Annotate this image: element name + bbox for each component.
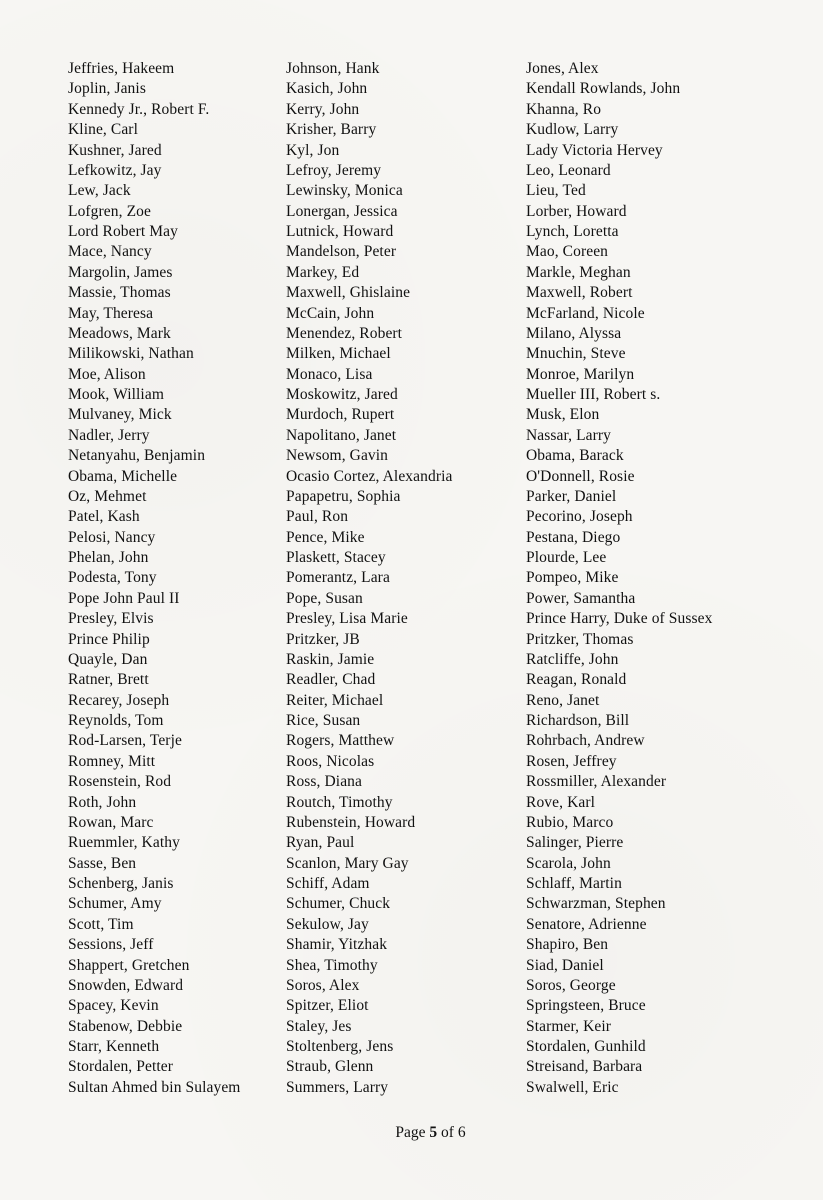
list-item: Lefkowitz, Jay [68, 161, 162, 179]
list-item: Soros, Alex [286, 976, 360, 994]
list-item: Stordalen, Petter [68, 1058, 174, 1076]
list-item: Massie, Thomas [68, 284, 171, 302]
list-item: Leo, Leonard [526, 161, 611, 179]
list-item: May, Theresa [68, 304, 154, 322]
list-item: Lutnick, Howard [286, 223, 394, 240]
list-item: Spitzer, Eliot [286, 997, 369, 1015]
list-item: Sultan Ahmed bin Sulayem [68, 1078, 241, 1096]
list-item: Pompeo, Mike [526, 569, 619, 587]
list-item: Markey, Ed [286, 263, 360, 281]
list-item: Ross, Diana [286, 773, 363, 791]
list-item: Kendall Rowlands, John [526, 80, 681, 98]
list-item: Lady Victoria Hervey [526, 141, 663, 159]
list-item: Shamir, Yitzhak [286, 936, 388, 954]
list-item: Reno, Janet [526, 691, 600, 709]
list-item: Schlaff, Martin [526, 875, 622, 892]
list-item: Rod-Larsen, Terje [68, 732, 182, 750]
list-item: Rubio, Marco [526, 813, 614, 831]
list-item: Pomerantz, Lara [286, 569, 390, 587]
list-item: Richardson, Bill [526, 712, 630, 729]
list-item: Kushner, Jared [68, 141, 162, 159]
list-item: Mandelson, Peter [286, 243, 397, 261]
list-item: Lord Robert May [68, 223, 178, 240]
list-item: Obama, Barack [526, 447, 624, 465]
list-item: Sasse, Ben [68, 854, 137, 872]
list-item: Pope John Paul II [68, 589, 180, 607]
list-item: Staley, Jes [286, 1017, 352, 1035]
list-item: Quayle, Dan [68, 650, 148, 668]
list-item: Khanna, Ro [526, 100, 602, 118]
list-item: Sessions, Jeff [68, 936, 154, 954]
list-item: Rowan, Marc [68, 813, 154, 831]
list-item: Roos, Nicolas [286, 752, 375, 770]
list-item: Stordalen, Gunhild [526, 1038, 646, 1055]
list-item: Parker, Daniel [526, 487, 617, 505]
list-item: Milken, Michael [286, 345, 391, 363]
list-item: Lewinsky, Monica [286, 182, 403, 200]
list-item: Moe, Alison [68, 365, 146, 383]
list-item: Rohrbach, Andrew [526, 732, 645, 750]
list-item: Roth, John [68, 793, 137, 811]
list-item: Mulvaney, Mick [68, 406, 172, 424]
list-item: Starmer, Keir [526, 1017, 612, 1035]
list-item: Presley, Lisa Marie [286, 610, 408, 628]
list-item: Lew, Jack [68, 182, 131, 200]
list-item: Mao, Coreen [526, 243, 609, 261]
list-item: Musk, Elon [526, 406, 600, 424]
list-item: Kudlow, Larry [526, 121, 619, 139]
list-item: McFarland, Nicole [526, 304, 645, 322]
list-item: Maxwell, Ghislaine [286, 284, 411, 302]
list-item: Summers, Larry [286, 1078, 389, 1096]
list-item: McCain, John [286, 304, 375, 322]
name-column-2 [286, 59, 452, 1098]
list-item: Reynolds, Tom [68, 712, 164, 729]
list-item: Jeffries, Hakeem [68, 60, 175, 77]
list-item: Springsteen, Bruce [526, 997, 646, 1015]
list-item: Shea, Timothy [286, 956, 378, 974]
list-item: Ryan, Paul [286, 834, 355, 852]
list-item: Moskowitz, Jared [286, 386, 398, 403]
list-item: Lorber, Howard [526, 202, 627, 220]
list-item: Rove, Karl [526, 793, 596, 811]
list-item: Schiff, Adam [286, 875, 370, 892]
list-item: Shapiro, Ben [526, 936, 609, 954]
list-item: Kline, Carl [68, 121, 138, 139]
list-item: Ocasio Cortez, Alexandria [286, 467, 453, 485]
list-item: Newsom, Gavin [286, 447, 389, 465]
list-item: Nadler, Jerry [68, 426, 150, 444]
list-item: Senatore, Adrienne [526, 915, 647, 933]
list-item: Pence, Mike [286, 528, 365, 546]
list-item: Kasich, John [286, 80, 368, 98]
list-item: Rice, Susan [286, 712, 361, 729]
list-item: Pestana, Diego [526, 528, 621, 546]
list-item: Soros, George [526, 976, 616, 994]
name-column-1 [68, 59, 240, 1098]
list-item: Meadows, Mark [68, 324, 171, 342]
list-item: Joplin, Janis [68, 80, 146, 98]
list-item: Patel, Kash [68, 508, 140, 526]
list-item: Lefroy, Jeremy [286, 161, 382, 179]
list-item: Prince Harry, Duke of Sussex [526, 610, 713, 628]
list-item: Napolitano, Janet [286, 426, 397, 444]
list-item: Readler, Chad [286, 671, 376, 689]
page-separator: of [441, 1124, 454, 1141]
list-item: Papapetru, Sophia [286, 487, 401, 505]
list-item: Kennedy Jr., Robert F. [68, 100, 210, 118]
list-item: Podesta, Tony [68, 569, 157, 587]
list-item: Monaco, Lisa [286, 365, 373, 383]
list-item: Snowden, Edward [68, 976, 184, 994]
list-item: Obama, Michelle [68, 467, 178, 485]
list-item: Salinger, Pierre [526, 834, 624, 852]
list-item: Schumer, Chuck [286, 895, 391, 913]
page-footer [0, 1124, 823, 1142]
list-item: Netanyahu, Benjamin [68, 447, 206, 465]
list-item: Reagan, Ronald [526, 671, 627, 689]
list-item: Mook, William [68, 386, 164, 403]
name-column-3 [526, 59, 712, 1098]
list-item: Mnuchin, Steve [526, 345, 626, 363]
list-item: Prince Philip [68, 630, 150, 648]
list-item: Rosen, Jeffrey [526, 752, 617, 770]
list-item: Power, Samantha [526, 589, 636, 607]
list-item: Murdoch, Rupert [286, 406, 395, 424]
list-item: O'Donnell, Rosie [526, 467, 635, 485]
list-item: Streisand, Barbara [526, 1058, 643, 1076]
list-item: Raskin, Jamie [286, 650, 375, 668]
page-label: Page [395, 1124, 426, 1141]
list-item: Kyl, Jon [286, 141, 340, 159]
list-item: Plaskett, Stacey [286, 549, 386, 566]
list-item: Stabenow, Debbie [68, 1017, 183, 1035]
list-item: Recarey, Joseph [68, 691, 170, 709]
list-item: Rossmiller, Alexander [526, 773, 667, 791]
list-item: Lieu, Ted [526, 182, 586, 200]
list-item: Stoltenberg, Jens [286, 1038, 394, 1055]
list-item: Ratcliffe, John [526, 650, 619, 668]
list-item: Routch, Timothy [286, 793, 393, 811]
list-item: Pecorino, Joseph [526, 508, 633, 526]
list-item: Lofgren, Zoe [68, 202, 151, 220]
list-item: Menendez, Robert [286, 324, 403, 342]
list-item: Pritzker, Thomas [526, 630, 634, 648]
list-item: Pope, Susan [286, 589, 363, 607]
list-item: Lynch, Loretta [526, 223, 619, 240]
list-item: Margolin, James [68, 263, 173, 281]
list-item: Rogers, Matthew [286, 732, 395, 750]
list-item: Milano, Alyssa [526, 324, 622, 342]
list-item: Romney, Mitt [68, 752, 156, 770]
list-item: Spacey, Kevin [68, 997, 159, 1015]
list-item: Ruemmler, Kathy [68, 834, 180, 852]
list-item: Maxwell, Robert [526, 284, 633, 302]
list-item: Jones, Alex [526, 60, 599, 77]
list-item: Paul, Ron [286, 508, 349, 526]
list-item: Schumer, Amy [68, 895, 162, 913]
list-item: Nassar, Larry [526, 426, 612, 444]
list-item: Starr, Kenneth [68, 1038, 160, 1055]
list-item: Oz, Mehmet [68, 487, 147, 505]
list-item: Johnson, Hank [286, 60, 380, 77]
list-item: Pelosi, Nancy [68, 528, 156, 546]
list-item: Mace, Nancy [68, 243, 152, 261]
page-current: 5 [429, 1124, 438, 1141]
list-item: Krisher, Barry [286, 121, 377, 139]
list-item: Swalwell, Eric [526, 1078, 619, 1096]
list-item: Monroe, Marilyn [526, 365, 635, 383]
list-item: Reiter, Michael [286, 691, 384, 709]
page-total: 6 [457, 1124, 466, 1141]
list-item: Scarola, John [526, 854, 611, 872]
list-item: Siad, Daniel [526, 956, 604, 974]
list-item: Milikowski, Nathan [68, 345, 194, 363]
list-item: Schwarzman, Stephen [526, 895, 666, 913]
list-item: Plourde, Lee [526, 549, 607, 566]
list-item: Pritzker, JB [286, 630, 360, 648]
list-item: Schenberg, Janis [68, 875, 174, 892]
list-item: Kerry, John [286, 100, 360, 118]
list-item: Rubenstein, Howard [286, 813, 416, 831]
list-item: Phelan, John [68, 549, 149, 566]
list-item: Presley, Elvis [68, 610, 154, 628]
list-item: Sekulow, Jay [286, 915, 369, 933]
list-item: Ratner, Brett [68, 671, 149, 689]
list-item: Mueller III, Robert s. [526, 386, 661, 403]
list-item: Straub, Glenn [286, 1058, 374, 1076]
list-item: Scanlon, Mary Gay [286, 854, 409, 872]
list-item: Scott, Tim [68, 915, 134, 933]
list-item: Shappert, Gretchen [68, 956, 190, 974]
list-item: Lonergan, Jessica [286, 202, 398, 220]
list-item: Rosenstein, Rod [68, 773, 172, 791]
list-item: Markle, Meghan [526, 263, 631, 281]
